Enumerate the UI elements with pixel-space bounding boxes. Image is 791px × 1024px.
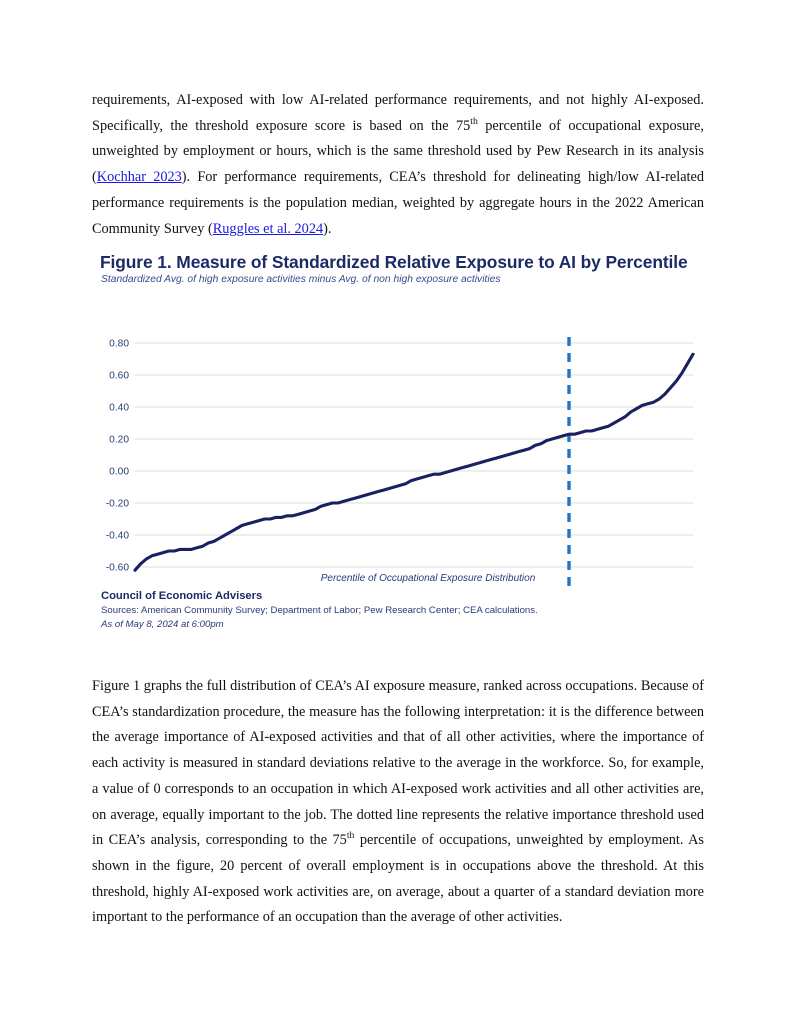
- figure-1: [98, 252, 700, 652]
- paragraph-above-figure: requirements, AI-exposed with low AI-related performance requirements, and not highly AI-exposed. Specifically, the threshold exposure score is based on the 75th percentile of occupational exposure, unweighted by employment or hours, which is the same threshold used by Pew Research in its analysis (Kochhar 2023). For performance requirements, CEA’s threshold for delineating high/low AI-related performance requirements is the population median, weighted by aggregate hours in the 2022 American Community Survey (Ruggles et al. 2024).: [92, 92, 705, 237]
- citation-link-ruggles[interactable]: Ruggles et al. 2024: [212, 220, 324, 237]
- citation-link-kochhar[interactable]: Kochhar 2023: [96, 169, 182, 186]
- figure-title: Figure 1. Measure of Standardized Relative Exposure to AI by Percentile: [100, 252, 688, 272]
- y-tick-label: 0.40: [109, 402, 129, 414]
- figure-subtitle: Standardized Avg. of high exposure activities minus Avg. of non high exposure activities: [101, 274, 501, 285]
- figure-sources: Sources: American Community Survey; Department of Labor; Pew Research Center; CEA calculations.: [101, 605, 538, 616]
- y-tick-label: 0.20: [109, 434, 129, 446]
- exposure-line-chart: [98, 287, 700, 587]
- y-tick-label: 0.80: [109, 338, 129, 350]
- chart-gridlines: [135, 343, 693, 587]
- y-tick-label: -0.40: [105, 530, 129, 542]
- chart-x-axis-label: Percentile of Occupational Exposure Distribution: [320, 573, 536, 584]
- y-tick-label: -0.60: [105, 562, 129, 574]
- exposure-series-line: [135, 354, 693, 570]
- figure-as-of: As of May 8, 2024 at 6:00pm: [101, 618, 224, 630]
- figure-organization: Council of Economic Advisers: [101, 590, 263, 602]
- y-tick-label: 0.60: [109, 370, 129, 382]
- y-tick-label: 0.00: [109, 466, 129, 478]
- chart-plot-area: [98, 287, 700, 587]
- figure-footer: [101, 589, 700, 631]
- paragraph-below-figure: Figure 1 graphs the full distribution of CEA’s AI exposure measure, ranked across occupations. Because of CEA’s standardization procedure, the measure has the following interpretation: it is the difference between the average importance of AI-exposed activities and that of all other activities, where the importance of each activity is measured in standard deviations relative to the average in the workforce. So, for example, a value of 0 corresponds to an occupation in which AI-exposed work activities and all other activities are, on average, equally important to the job. The dotted line represents the relative importance threshold used in CEA’s analysis, corresponding to the 75th percentile of occupations, unweighted by employment. As shown in the figure, 20 percent of overall employment is in occupations above the threshold. At this threshold, highly AI-exposed work activities are, on average, about a quarter of a standard deviation more important to the performance of an occupation than the average of other activities.: [92, 678, 704, 926]
- chart-y-axis-ticks: [106, 339, 130, 587]
- y-tick-label: -0.20: [105, 498, 129, 510]
